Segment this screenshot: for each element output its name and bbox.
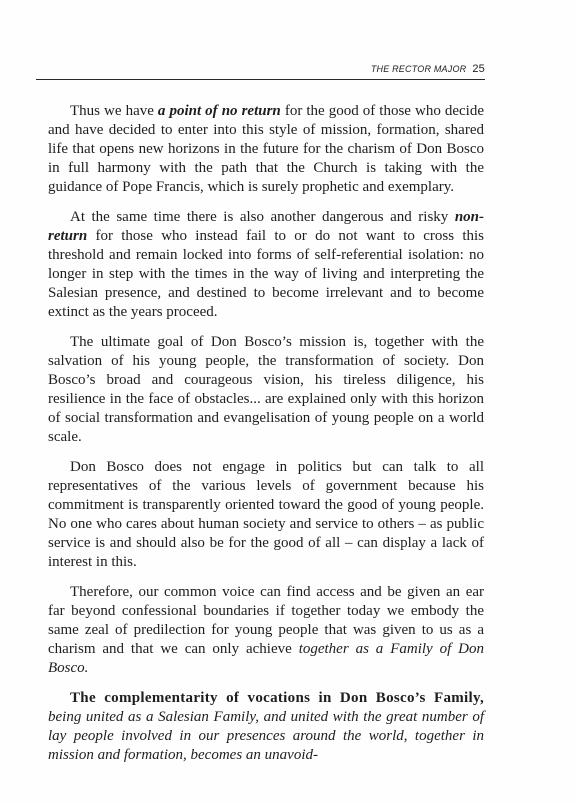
- paragraph-point-of-no-return: [48, 102, 484, 197]
- running-header: [36, 63, 485, 77]
- header-rule: [36, 79, 485, 80]
- paragraph-politics: Don Bosco does not engage in politics but can talk to all representatives of the various levels of government because his commitment is transparently oriented toward the good of young people. No one who cares about human society and service to others – as public service is and should also be for the good of all – can display a lack of interest in this.: [48, 459, 484, 570]
- bold-lead-in: The complementarity of vocations in Don Bosco’s Family,: [70, 690, 484, 706]
- paragraph-text: Thus we have: [70, 103, 158, 119]
- paragraph-text-italic: being united as a Salesian Family, and united with the great number of lay people involved in our presences around the world, together in mission and formation, becomes an unavoid-: [48, 709, 484, 763]
- paragraph-complementarity: [48, 689, 484, 765]
- emphasis-non-return: non-return: [48, 209, 484, 244]
- body-text: [48, 102, 484, 765]
- paragraph-text: Therefore, our common voice can find access and be given an ear far beyond confessional boundaries if together today we embody the same zeal of predilection for young people that was given to us as a charism and that we can only achieve: [48, 584, 484, 657]
- paragraph-common-voice: [48, 583, 484, 678]
- page-number: 25: [472, 63, 485, 75]
- paragraph-text: At the same time there is also another dangerous and risky: [70, 209, 455, 225]
- paragraph-non-return: [48, 208, 484, 322]
- paragraph-ultimate-goal: The ultimate goal of Don Bosco’s mission is, together with the salvation of his young people, the transformation of society. Don Bosco’s broad and courageous vision, his tireless diligence, his resilience in the face of obstacles... are explained only with this horizon of social transformation and evangelisation of young people on a world scale.: [48, 334, 484, 445]
- paragraph-text: for those who instead fail to or do not want to cross this threshold and remain locked into forms of self-referential isolation: no longer in step with the times in the way of living and interpreting the Salesian presence, and destined to become irrelevant and to become extinct as the years proceed.: [48, 228, 484, 320]
- paragraph-text: for the good of those who decide and have decided to enter into this style of mission, formation, shared life that opens new horizons in the future for the charism of Don Bosco in full harmony with the path that the Church is taking with the guidance of Pope Francis, which is surely prophetic and exemplary.: [48, 103, 484, 195]
- running-title: THE RECTOR MAJOR: [370, 64, 467, 74]
- emphasis-point-of-no-return: a point of no return: [157, 103, 281, 119]
- emphasis-family: together as a Family of Don Bosco.: [48, 641, 484, 676]
